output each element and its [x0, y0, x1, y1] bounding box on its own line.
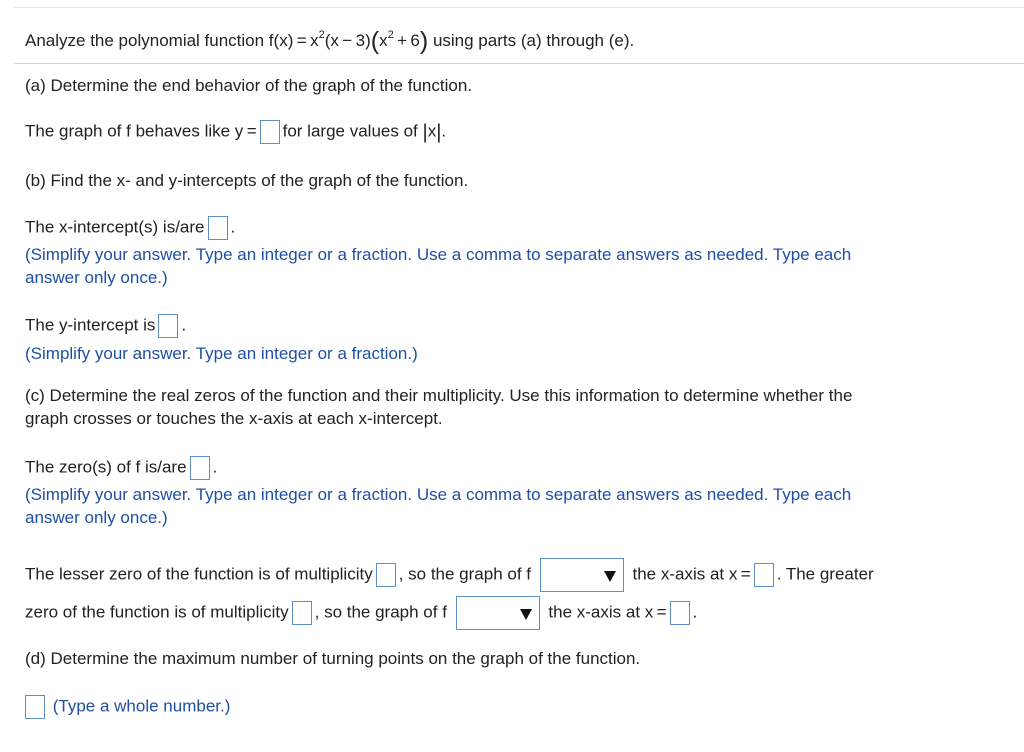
lesser-zero-x-input[interactable] — [754, 563, 774, 587]
x-intercept-input[interactable] — [208, 216, 228, 240]
zeros-input[interactable] — [190, 456, 210, 480]
part-b-heading: (b) Find the x- and y-intercepts of the graph of the function. — [25, 171, 469, 190]
zeros-line: The zero(s) of f is/are . — [25, 456, 217, 480]
x-intercept-hint-1: (Simplify your answer. Type an integer or a fraction. Use a comma to separate answers as needed. Type each — [25, 245, 852, 264]
triangle-down-icon — [519, 607, 533, 621]
header-divider — [14, 63, 1024, 64]
zeros-hint-1: (Simplify your answer. Type an integer or a fraction. Use a comma to separate answers as needed. Type each — [25, 485, 852, 504]
part-c-heading-1: (c) Determine the real zeros of the function and their multiplicity. Use this information to determine whether the — [25, 386, 853, 405]
top-divider — [14, 7, 1024, 8]
lesser-zero-line: The lesser zero of the function is of multiplicity , so the graph of f the x-axis at x = . The greater — [25, 558, 874, 592]
greater-zero-line: zero of the function is of multiplicity , so the graph of f the x-axis at x = . — [25, 596, 697, 630]
x-intercept-hint-2: answer only once.) — [25, 268, 168, 287]
end-behavior-line: The graph of f behaves like y = for large values of |x|. — [25, 121, 447, 144]
greater-multiplicity-input[interactable] — [292, 601, 312, 625]
end-behavior-input[interactable] — [260, 120, 280, 144]
problem-statement: Analyze the polynomial function $f(x) = x^2(x - 3)(x^2 + 6)$ using parts (a) through (e). — [25, 27, 635, 55]
triangle-down-icon — [603, 569, 617, 583]
x-intercept-line: The x-intercept(s) is/are . — [25, 216, 235, 240]
part-a-heading: (a) Determine the end behavior of the graph of the function. — [25, 76, 472, 95]
greater-behavior-dropdown[interactable] — [456, 596, 540, 630]
turning-points-line: (Type a whole number.) — [25, 695, 230, 719]
turning-points-input[interactable] — [25, 695, 45, 719]
part-d-heading: (d) Determine the maximum number of turning points on the graph of the function. — [25, 649, 641, 668]
y-intercept-hint: (Simplify your answer. Type an integer or a fraction.) — [25, 344, 418, 363]
y-intercept-input[interactable] — [158, 314, 178, 338]
zeros-hint-2: answer only once.) — [25, 508, 168, 527]
lesser-multiplicity-input[interactable] — [376, 563, 396, 587]
lesser-behavior-dropdown[interactable] — [540, 558, 624, 592]
y-intercept-line: The y-intercept is . — [25, 314, 186, 338]
part-c-heading-2: graph crosses or touches the x-axis at each x-intercept. — [25, 409, 443, 428]
greater-zero-x-input[interactable] — [670, 601, 690, 625]
